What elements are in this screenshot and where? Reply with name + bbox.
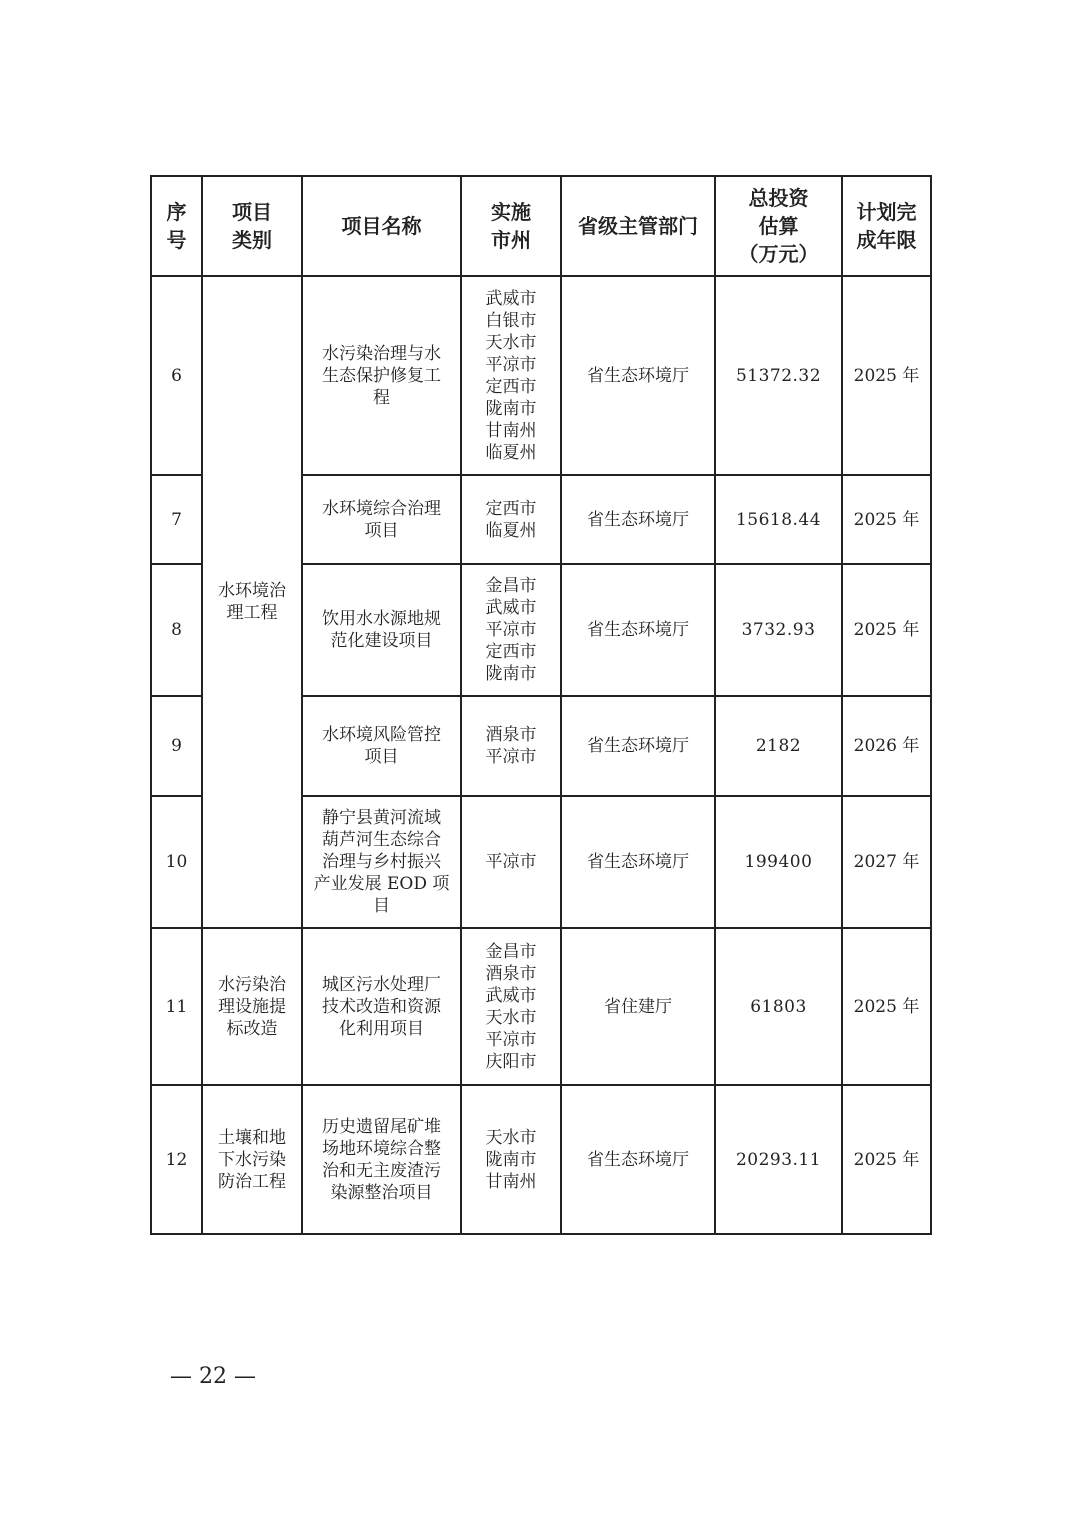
cell-deadline: 2025 年	[842, 928, 931, 1085]
cell-seq: 9	[151, 696, 202, 796]
cell-deadline: 2025 年	[842, 564, 931, 696]
cell-seq: 6	[151, 276, 202, 475]
cell-name: 静宁县黄河流域 葫芦河生态综合 治理与乡村振兴 产业发展 EOD 项 目	[302, 796, 461, 928]
cell-seq: 11	[151, 928, 202, 1085]
cell-seq: 7	[151, 475, 202, 564]
cell-dept: 省住建厅	[561, 928, 715, 1085]
header-category: 项目 类别	[202, 176, 302, 276]
cell-seq: 10	[151, 796, 202, 928]
header-seq: 序 号	[151, 176, 202, 276]
cell-cities: 平凉市	[461, 796, 561, 928]
header-deadline: 计划完 成年限	[842, 176, 931, 276]
cell-name: 水环境综合治理 项目	[302, 475, 461, 564]
cell-dept: 省生态环境厅	[561, 796, 715, 928]
cell-dept: 省生态环境厅	[561, 475, 715, 564]
cell-cities: 天水市 陇南市 甘南州	[461, 1085, 561, 1234]
cell-cities: 定西市 临夏州	[461, 475, 561, 564]
table-row	[151, 1085, 931, 1234]
cell-deadline: 2026 年	[842, 696, 931, 796]
header-investment: 总投资 估算 （万元）	[715, 176, 842, 276]
cell-cities: 酒泉市 平凉市	[461, 696, 561, 796]
cell-deadline: 2025 年	[842, 1085, 931, 1234]
cell-dept: 省生态环境厅	[561, 1085, 715, 1234]
cell-name: 城区污水处理厂 技术改造和资源 化利用项目	[302, 928, 461, 1085]
header-city: 实施 市州	[461, 176, 561, 276]
cell-name: 水环境风险管控 项目	[302, 696, 461, 796]
cell-investment: 199400	[715, 796, 842, 928]
cell-investment: 20293.11	[715, 1085, 842, 1234]
cell-name: 历史遗留尾矿堆 场地环境综合整 治和无主废渣污 染源整治项目	[302, 1085, 461, 1234]
table-header-row	[151, 176, 931, 276]
cell-category: 水环境治 理工程	[202, 276, 302, 928]
cell-investment: 3732.93	[715, 564, 842, 696]
cell-seq: 8	[151, 564, 202, 696]
table-row	[151, 928, 931, 1085]
cell-investment: 51372.32	[715, 276, 842, 475]
cell-cities: 金昌市 武威市 平凉市 定西市 陇南市	[461, 564, 561, 696]
cell-name: 水污染治理与水 生态保护修复工 程	[302, 276, 461, 475]
cell-seq: 12	[151, 1085, 202, 1234]
cell-investment: 15618.44	[715, 475, 842, 564]
cell-cities: 武威市 白银市 天水市 平凉市 定西市 陇南市 甘南州 临夏州	[461, 276, 561, 475]
cell-name: 饮用水水源地规 范化建设项目	[302, 564, 461, 696]
page-number: — 22 —	[170, 1364, 256, 1389]
cell-cities: 金昌市 酒泉市 武威市 天水市 平凉市 庆阳市	[461, 928, 561, 1085]
header-dept: 省级主管部门	[561, 176, 715, 276]
cell-deadline: 2025 年	[842, 475, 931, 564]
project-table	[150, 175, 932, 1235]
cell-deadline: 2025 年	[842, 276, 931, 475]
cell-category: 土壤和地 下水污染 防治工程	[202, 1085, 302, 1234]
cell-dept: 省生态环境厅	[561, 564, 715, 696]
header-name: 项目名称	[302, 176, 461, 276]
cell-category: 水污染治 理设施提 标改造	[202, 928, 302, 1085]
cell-investment: 2182	[715, 696, 842, 796]
cell-investment: 61803	[715, 928, 842, 1085]
cell-dept: 省生态环境厅	[561, 696, 715, 796]
cell-deadline: 2027 年	[842, 796, 931, 928]
cell-dept: 省生态环境厅	[561, 276, 715, 475]
table-row	[151, 276, 931, 475]
